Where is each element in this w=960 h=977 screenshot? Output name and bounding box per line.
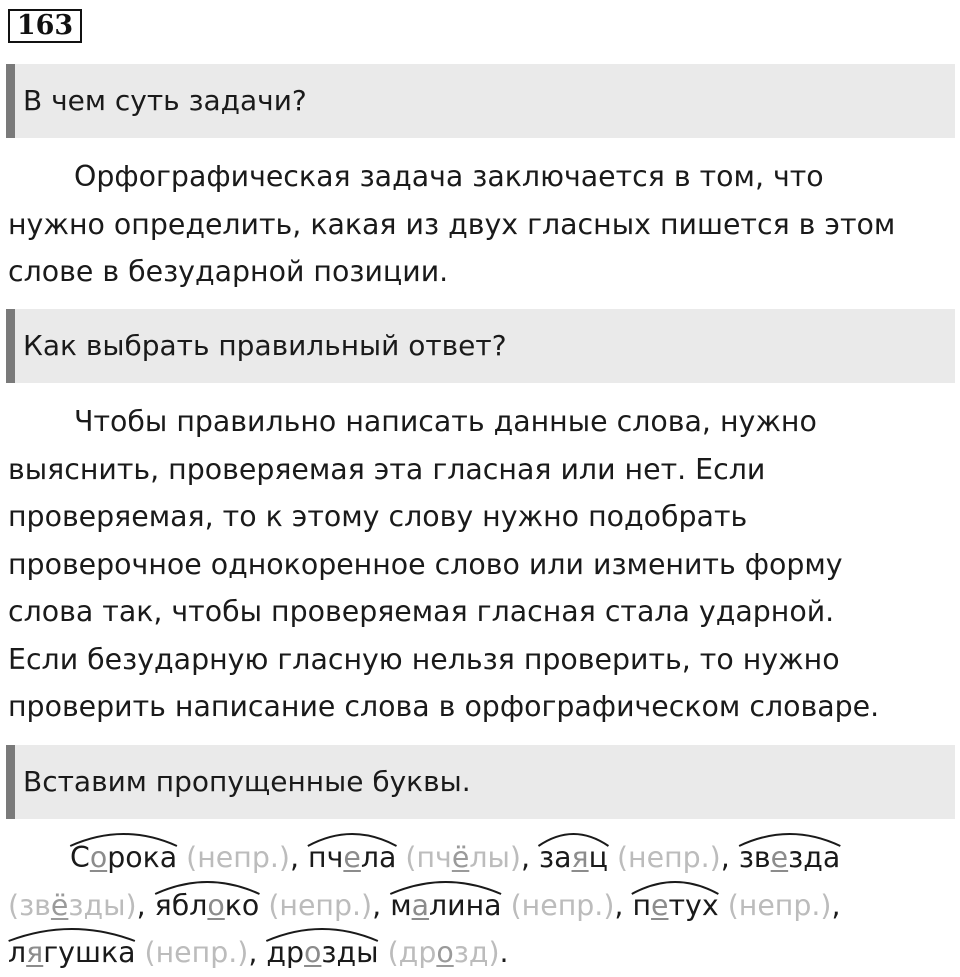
top-strip: [648, 59, 802, 63]
word-note: (непр.): [186, 841, 290, 874]
missing-vowel: о: [207, 888, 225, 922]
text-line: Если безударную гласную нельзя проверить, то нужно: [8, 642, 840, 676]
word-note: (звёзды): [8, 888, 137, 922]
paragraph-method: [8, 398, 953, 731]
word-note: (непр.): [510, 888, 615, 922]
text-line: слове в безударной позиции.: [8, 255, 449, 288]
word-petukh: петух: [632, 882, 718, 930]
missing-vowel: е: [651, 888, 669, 922]
word-note: (непр.): [727, 888, 832, 922]
text-line: проверочное однокоренное слово или изменить форму: [8, 547, 843, 581]
text-line: Чтобы правильно написать данные слова, нужно: [74, 405, 817, 438]
word-note: (непр.): [616, 841, 721, 874]
word-drozdy: дрозды: [266, 929, 378, 977]
word-note: (дрозд): [387, 936, 500, 969]
text-line: выяснить, проверяемая эта гласная или нет. Если: [8, 452, 766, 486]
word-lyagushka: лягушка: [8, 929, 136, 977]
text-line: слова так, чтобы проверяемая гласная стала ударной.: [8, 595, 835, 628]
root-arc-icon: [306, 831, 398, 847]
root-arc-icon: [737, 831, 842, 847]
word-note: (непр.): [144, 936, 249, 969]
word-yabloko: яблоко: [155, 882, 260, 930]
missing-vowel: е: [343, 841, 361, 874]
word-soroka: Сорока: [70, 834, 177, 882]
missing-vowel: я: [26, 936, 44, 969]
text-line: нужно определить, какая из двух гласных пишется в этом: [8, 207, 896, 241]
word-malina: малина: [390, 882, 501, 930]
root-arc-icon: [6, 926, 138, 942]
root-arc-icon: [630, 879, 720, 895]
word-zvezda: звезда: [739, 834, 840, 882]
section-header-insert: Вставим пропущенные буквы.: [6, 745, 955, 819]
word-zayats: заяц: [539, 834, 608, 882]
section-header-essence: В чем суть задачи?: [6, 64, 955, 138]
text-line: проверить написание слова в орфографическом словаре.: [8, 690, 880, 723]
text-line: проверяемая, то к этому слову нужно подобрать: [8, 500, 748, 533]
text-line: Орфографическая задача заключается в том, что: [74, 160, 824, 193]
root-arc-icon: [153, 879, 262, 895]
root-arc-icon: [68, 831, 179, 847]
paragraph-essence: [8, 153, 953, 296]
missing-vowel: о: [89, 841, 108, 874]
word-note: (непр.): [268, 888, 373, 922]
section-header-method: Как выбрать правильный ответ?: [6, 309, 955, 383]
missing-vowel: а: [411, 888, 430, 922]
missing-vowel: о: [304, 936, 322, 969]
word-note: (пчёлы): [405, 841, 521, 874]
missing-vowel: я: [571, 841, 589, 874]
task-number-badge: 163: [8, 9, 82, 43]
word-pchela: пчела: [308, 834, 396, 882]
root-arc-icon: [388, 879, 503, 895]
root-arc-icon: [264, 926, 380, 942]
words-paragraph: Сорока (непр.), пчела (пчёлы), заяц (непр.), звезда (звёзды), яблоко (непр.), малина (непр.), петух (непр.), лягушка (непр.), дрозды (дрозд).: [8, 834, 953, 977]
root-arc-icon: [537, 831, 610, 847]
missing-vowel: е: [770, 841, 789, 874]
